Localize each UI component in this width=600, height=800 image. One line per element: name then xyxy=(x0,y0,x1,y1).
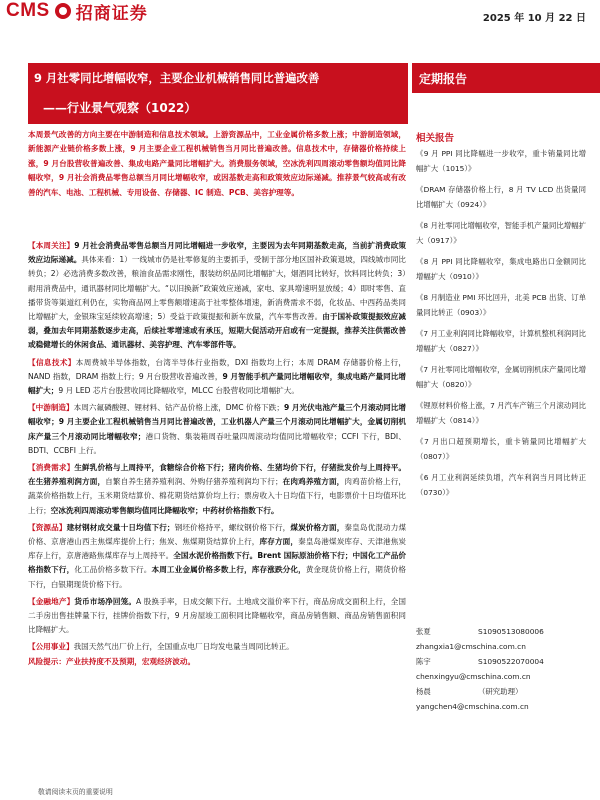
body-text: 9 月 LED 芯片台股营收同比降幅收窄，MLCC 台股营收同比增幅扩大。 xyxy=(58,386,299,396)
para-utilities xyxy=(28,640,406,654)
analyst-row xyxy=(416,684,591,699)
para-weekly-focus xyxy=(28,239,406,353)
body-text: 具体来看：1）一线城市仍是社零修复的主要抓手，受制于部分地区国补政策退坡，四线城市同比转负；2）必选消费多数改善，粮油食品需求刚性，服装纺织品同比增幅扩大，烟酒同比转好，饮料同比转负；3）耐用消费品中，通讯器材同比增幅扩大。“以旧换新”政策效应递减，家电、家具增速明显放缓；4）即时零售、直播带货等渠道红利仍在，实物商品网上零售额增速高于社零整体增速，新消费需求不弱，化妆品、中西药品类同比增幅扩大，金银珠宝延续较高增速；5）受益于政策提振和新车放量，汽车零售改善。 xyxy=(28,255,407,322)
related-report-link[interactable]: 《锂原材料价格上涨，7 月汽车产销三个月滚动同比增幅扩大（0814）》 xyxy=(416,401,586,425)
bold-text: 煤炭价格方面， xyxy=(290,522,345,532)
bold-text: 本周工业金属价格多数上行，库存涨跌分化， xyxy=(151,565,306,575)
company-logo xyxy=(6,0,148,22)
bold-text: 生鲜乳价格与上周持平，食糖综合价格下行；猪肉价格、生猪均价下行，仔猪批发价与上周持平。在生猪养殖利润方面， xyxy=(28,463,407,487)
report-body xyxy=(28,239,406,669)
analyst-name: 张夏 xyxy=(416,627,431,636)
related-reports-sidebar xyxy=(416,130,586,506)
related-report-link[interactable]: 《8 月社零同比增幅收窄，智能手机产量同比增幅扩大（0917）》 xyxy=(416,221,586,245)
related-report-link[interactable]: 《7 月出口超预期增长，重卡销量同比增幅扩大（0807）》 xyxy=(416,437,586,461)
analyst-name: 杨晨 xyxy=(416,687,431,696)
body-text: 本周六氟磷酸锂、锂材料、钴产品价格上涨，DMC 价格下跌； xyxy=(73,403,284,413)
bold-text: 9 月光伏电池产量三个月滚动同比增幅收窄；9 月主要企业工程机械销售当月同比普遍改善，工业机器人产量三个月滚动同比增幅扩大，金属切削机床产量三个月滚动同比增幅收窄； xyxy=(28,403,406,441)
analyst-contacts xyxy=(416,624,591,714)
analyst-email[interactable]: chenxingyu@cmschina.com.cn xyxy=(416,672,531,681)
analyst-name: 陈宇 xyxy=(416,657,431,666)
related-report-link[interactable]: 《8 月 PPI 同比降幅收窄，集成电路出口金额同比增幅扩大（0910）》 xyxy=(416,257,586,281)
section-tag: 【资源品】 xyxy=(28,522,67,532)
bold-text: 建材钢材成交量十日均值下行； xyxy=(66,522,175,532)
report-title: 9 月社零同比增幅收窄，主要企业机械销售同比普遍改善 xyxy=(34,71,320,85)
logo-emblem-icon xyxy=(55,3,71,19)
related-report-link[interactable]: 《DRAM 存储器价格上行，8 月 TV LCD 出货量同比增幅扩大（0924）》 xyxy=(416,185,586,209)
body-text: 秦皇岛优混动力煤价格、京唐港山西主焦煤库提价上行；焦炭、焦煤期货结算价上行， xyxy=(28,522,407,547)
related-report-link[interactable]: 《9 月 PPI 同比降幅进一步收窄，重卡销量同比增幅扩大（1015）》 xyxy=(416,149,586,173)
section-tag: 【金融地产】 xyxy=(28,596,75,606)
body-text: 自繁自养生猪养殖利润、外购仔猪养殖利润均下行； xyxy=(105,477,283,487)
bold-text: 由于国补政策提振效应减弱，叠加去年同期基数逐步走高，后续社零增速或有承压，短期大促活动开启或有一定提振，推荐关注供需改善或稳健增长的休闲食品、通讯器材、美容护理、汽车零部件等。 xyxy=(28,312,407,350)
body-text: 化工品价格多数下行。 xyxy=(74,565,152,575)
summary-paragraph: 本周景气改善的方向主要在中游制造和信息技术领域。上游资源品中，工业金属价格多数上涨；中游制造领域，新能源产业链价格多数上涨，9 月主要企业工程机械销售当月同比普遍改善。信息技术中，存储器价格持续上涨，9 月台股营收普遍改善、集成电路产量同比增幅扩大。消费服务领域，空冰洗利四周滚动零售额均值同比降幅收窄，9 月社会消费品零售总额当月同比增幅收窄，或因基数走高和政策效应边际递减。推荐景气较高或有改善的汽车、电池、工程机械、专用设备、存储器、IC 制造、PCB、美容护理等。 xyxy=(28,130,406,197)
related-report-link[interactable]: 《8 月制造业 PMI 环比回升，北美 PCB 出货、订单量同比转正（0903）》 xyxy=(416,293,586,317)
section-tag: 【信息技术】 xyxy=(28,357,76,367)
bold-text: 9 月社会消费品零售总额当月同比增幅进一步收窄，主要因为去年同期基数走高，当前扩消费政策效应边际递减。 xyxy=(28,241,406,265)
section-tag: 【公用事业】 xyxy=(28,642,74,652)
bold-text: 空冰洗利四周滚动零售额均值同比降幅收窄；中药材价格指数下行。 xyxy=(50,505,279,515)
section-tag: 【消费需求】 xyxy=(28,463,75,473)
related-report-link[interactable]: 《6 月工业利润延续负增，汽车利润当月同比转正（0730）》 xyxy=(416,473,586,497)
report-type-banner xyxy=(412,63,600,93)
section-tag: 【中游制造】 xyxy=(28,403,74,413)
para-resources xyxy=(28,521,406,592)
para-consumer xyxy=(28,461,406,518)
body-text: A 股换手率，日成交额下行。土地成交溢价率下行，商品房成交面积上行，全国二手房出售挂牌量下行，挂牌价指数下行，9 月房屋竣工面积同比降幅收窄，商品房销售额、商品房销售面积同比降幅扩大。 xyxy=(28,596,407,635)
bold-text: 9 月智能手机产量同比增幅收窄，集成电路产量同比增幅扩大； xyxy=(28,371,406,396)
body-text: 钢坯价格持平，螺纹钢价格下行， xyxy=(174,522,291,532)
para-midstream xyxy=(28,401,406,458)
related-reports-title: 相关报告 xyxy=(416,133,455,144)
related-report-link[interactable]: 《7 月社零同比增幅收窄，金属切削机床产量同比增幅扩大（0820）》 xyxy=(416,365,586,389)
related-report-link[interactable]: 《7 月工业利润同比降幅收窄，计算机整机利润同比增幅扩大（0827）》 xyxy=(416,329,586,353)
report-subtitle: ——行业景气观察（1022） xyxy=(43,101,197,115)
para-info-tech xyxy=(28,356,406,399)
logo-brand-text: 招商证券 xyxy=(75,3,148,24)
bold-text: 在肉鸡养殖方面， xyxy=(282,477,345,487)
body-text: 港口货物、集装箱周吞吐量四周滚动均值同比增幅收窄；CCFI 下行，BDI、BDTI、CCBFI 上行。 xyxy=(28,431,406,455)
analyst-email[interactable]: zhangxia1@cmschina.com.cn xyxy=(416,642,526,651)
body-text: 黄金现货价格上行，期货价格下行，白银期现货价格下行。 xyxy=(28,565,407,589)
footer-disclaimer: 敬请阅读末页的重要说明 xyxy=(38,788,113,796)
report-date: 2025 年 10 月 22 日 xyxy=(482,13,586,24)
body-text: 本周费城半导体指数，台湾半导体行业指数，DXI 指数均上行；本周 DRAM 存储器价格上行，NAND 指数，DRAM 指数上行；9 月台股营收普遍改善， xyxy=(28,357,407,381)
analyst-email[interactable]: yangchen4@cmschina.com.cn xyxy=(416,702,529,711)
report-type-label: 定期报告 xyxy=(419,72,468,86)
analyst-cert-id: （研究助理） xyxy=(478,687,523,696)
logo-cms-text: CMS xyxy=(6,0,50,21)
bold-text: 全国水泥价格指数下行。Brent 国际原油价格下行；中国化工产品价格指数下行， xyxy=(28,551,406,575)
body-text: 肉鸡苗价格上行，蔬菜价格指数上行，玉米期货结算价、棉花期货结算价均上行；票房收入十日均值下行，电影票价十日均值环比上行； xyxy=(28,477,407,515)
bold-text: 库存方面， xyxy=(259,537,299,547)
risk-warning: 风险提示：产业扶持度不及预期，宏观经济波动。 xyxy=(28,656,196,666)
analyst-cert-id: S1090513080006 xyxy=(478,627,544,636)
body-text: 我国天然气出厂价上行，全国重点电厂日均发电量当周同比转正。 xyxy=(73,642,294,652)
title-banner xyxy=(28,63,408,124)
body-text: 秦皇岛港煤炭库存、天津港焦炭库存上行，京唐港路焦煤库存与上周持平。 xyxy=(28,537,407,561)
bold-text: 货币市场净回笼。 xyxy=(74,596,137,606)
analyst-cert-id: S1090522070004 xyxy=(478,657,544,666)
para-finance-realestate xyxy=(28,595,406,638)
section-tag: 【本周关注】 xyxy=(28,241,75,250)
analyst-row xyxy=(416,654,591,669)
analyst-row xyxy=(416,624,591,639)
